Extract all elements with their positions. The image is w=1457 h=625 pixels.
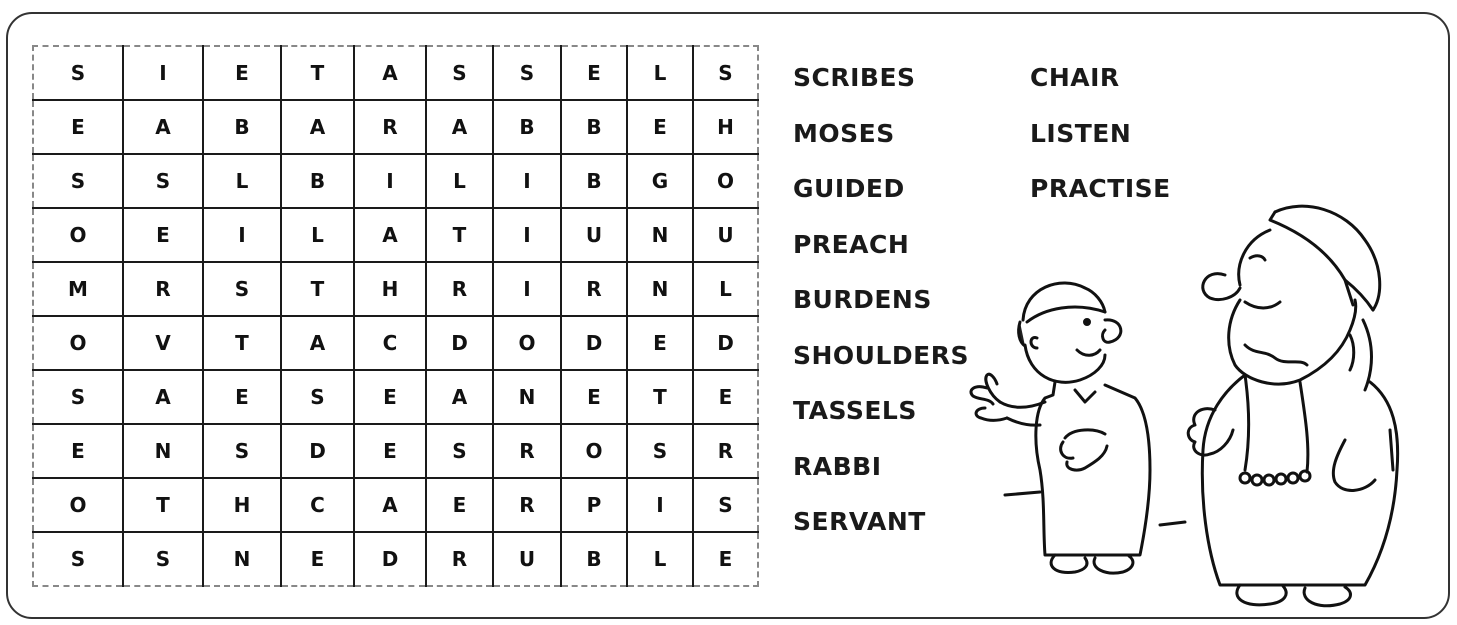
grid-cell[interactable]: I	[493, 154, 561, 208]
grid-cell[interactable]: A	[426, 100, 493, 154]
word-search-grid	[32, 45, 759, 587]
grid-cell[interactable]: E	[123, 208, 203, 262]
grid-cell[interactable]: N	[493, 370, 561, 424]
grid-row	[33, 208, 758, 262]
grid-cell[interactable]: S	[33, 46, 123, 100]
grid-cell[interactable]: T	[281, 262, 354, 316]
grid-cell[interactable]: S	[493, 46, 561, 100]
grid-cell[interactable]: S	[627, 424, 693, 478]
grid-row	[33, 532, 758, 586]
grid-cell[interactable]: E	[561, 370, 627, 424]
grid-cell[interactable]: R	[354, 100, 426, 154]
grid-cell[interactable]: O	[561, 424, 627, 478]
grid-cell[interactable]: A	[281, 316, 354, 370]
grid-row	[33, 46, 758, 100]
grid-cell[interactable]: S	[203, 262, 281, 316]
grid-cell[interactable]: P	[561, 478, 627, 532]
word-item: BURDENS	[793, 285, 932, 314]
grid-row	[33, 478, 758, 532]
grid-cell[interactable]: I	[627, 478, 693, 532]
grid-cell[interactable]: I	[493, 208, 561, 262]
word-item: MOSES	[793, 118, 895, 148]
grid-cell[interactable]: L	[627, 532, 693, 586]
grid-cell[interactable]: L	[693, 262, 758, 316]
grid-cell[interactable]: S	[33, 370, 123, 424]
grid-row	[33, 370, 758, 424]
grid-cell[interactable]: R	[123, 262, 203, 316]
grid-row	[33, 424, 758, 478]
grid-cell[interactable]: S	[693, 478, 758, 532]
grid-cell[interactable]: E	[203, 46, 281, 100]
grid-cell[interactable]: N	[627, 208, 693, 262]
word-item: PRACTISE	[1030, 174, 1171, 203]
word-item: LISTEN	[1030, 118, 1132, 148]
grid-cell[interactable]: I	[203, 208, 281, 262]
boy-figure	[971, 283, 1150, 573]
word-item: SHOULDERS	[793, 340, 969, 370]
grid-cell[interactable]: S	[33, 154, 123, 208]
grid-cell[interactable]: S	[426, 424, 493, 478]
grid-cell[interactable]: O	[493, 316, 561, 370]
grid-cell[interactable]: O	[33, 208, 123, 262]
rabbi-figure	[1188, 206, 1397, 606]
grid-cell[interactable]: B	[561, 100, 627, 154]
grid-cell[interactable]: S	[203, 424, 281, 478]
word-item: TASSELS	[793, 396, 917, 425]
grid-cell[interactable]: I	[493, 262, 561, 316]
grid-cell[interactable]: B	[561, 532, 627, 586]
grid-cell[interactable]: S	[693, 46, 758, 100]
grid-cell[interactable]: H	[203, 478, 281, 532]
grid-cell[interactable]: E	[693, 532, 758, 586]
grid-cell[interactable]: S	[426, 46, 493, 100]
grid-cell[interactable]: V	[123, 316, 203, 370]
cartoon-illustration	[945, 170, 1425, 620]
grid-cell[interactable]: M	[33, 262, 123, 316]
grid-cell[interactable]: D	[354, 532, 426, 586]
word-item: SERVANT	[793, 507, 926, 536]
grid-cell[interactable]: E	[693, 370, 758, 424]
grid-cell[interactable]: L	[203, 154, 281, 208]
grid-cell[interactable]: D	[426, 316, 493, 370]
grid-cell[interactable]: B	[561, 154, 627, 208]
grid-cell[interactable]: U	[493, 532, 561, 586]
grid-cell[interactable]: R	[493, 424, 561, 478]
grid-cell[interactable]: E	[627, 316, 693, 370]
grid-cell[interactable]: L	[426, 154, 493, 208]
grid-cell[interactable]: A	[354, 208, 426, 262]
grid-cell[interactable]: L	[281, 208, 354, 262]
grid-cell[interactable]: I	[123, 46, 203, 100]
grid-row	[33, 154, 758, 208]
word-item: GUIDED	[793, 174, 905, 203]
grid-cell[interactable]: T	[203, 316, 281, 370]
grid-cell[interactable]: B	[493, 100, 561, 154]
grid-row	[33, 100, 758, 154]
grid-cell[interactable]: A	[354, 46, 426, 100]
word-list-column-1	[793, 64, 969, 564]
grid-cell[interactable]: B	[281, 154, 354, 208]
grid-cell[interactable]: R	[561, 262, 627, 316]
word-item: PREACH	[793, 229, 910, 259]
grid-cell[interactable]: T	[281, 46, 354, 100]
grid-cell[interactable]: O	[33, 316, 123, 370]
grid-cell[interactable]: N	[627, 262, 693, 316]
grid-cell[interactable]: E	[354, 370, 426, 424]
grid-cell[interactable]: E	[203, 370, 281, 424]
grid-cell[interactable]: C	[281, 478, 354, 532]
grid-cell[interactable]: A	[281, 100, 354, 154]
grid-cell[interactable]: T	[123, 478, 203, 532]
grid-cell[interactable]: E	[561, 46, 627, 100]
word-item: CHAIR	[1030, 63, 1120, 92]
grid-cell[interactable]: O	[33, 478, 123, 532]
grid-cell[interactable]: D	[561, 316, 627, 370]
grid-cell[interactable]: B	[203, 100, 281, 154]
grid-cell[interactable]: E	[281, 532, 354, 586]
grid-cell[interactable]: H	[693, 100, 758, 154]
grid-cell[interactable]: N	[123, 424, 203, 478]
grid-cell[interactable]: E	[426, 478, 493, 532]
grid-cell[interactable]: C	[354, 316, 426, 370]
grid-cell[interactable]: U	[693, 208, 758, 262]
grid-cell[interactable]: E	[33, 100, 123, 154]
grid-cell[interactable]: A	[426, 370, 493, 424]
grid-cell[interactable]: E	[627, 100, 693, 154]
word-item: SCRIBES	[793, 63, 916, 92]
grid-cell[interactable]: S	[123, 154, 203, 208]
grid-cell[interactable]: S	[281, 370, 354, 424]
grid-cell[interactable]: A	[354, 478, 426, 532]
grid-cell[interactable]: G	[627, 154, 693, 208]
grid-cell[interactable]: R	[426, 532, 493, 586]
grid-cell[interactable]: S	[123, 532, 203, 586]
grid-cell[interactable]: R	[493, 478, 561, 532]
grid-cell[interactable]: T	[627, 370, 693, 424]
grid-cell[interactable]: A	[123, 370, 203, 424]
grid-cell[interactable]: L	[627, 46, 693, 100]
grid-row	[33, 262, 758, 316]
grid-row	[33, 316, 758, 370]
word-item: RABBI	[793, 451, 882, 481]
grid-cell[interactable]: E	[33, 424, 123, 478]
grid-cell[interactable]: O	[693, 154, 758, 208]
grid-cell[interactable]: T	[426, 208, 493, 262]
grid-cell[interactable]: N	[203, 532, 281, 586]
grid-cell[interactable]: I	[354, 154, 426, 208]
grid-cell[interactable]: E	[354, 424, 426, 478]
grid-cell[interactable]: U	[561, 208, 627, 262]
grid-cell[interactable]: R	[693, 424, 758, 478]
grid-cell[interactable]: H	[354, 262, 426, 316]
grid-cell[interactable]: S	[33, 532, 123, 586]
grid-cell[interactable]: D	[281, 424, 354, 478]
grid-cell[interactable]: D	[693, 316, 758, 370]
grid-cell[interactable]: R	[426, 262, 493, 316]
grid-cell[interactable]: A	[123, 100, 203, 154]
